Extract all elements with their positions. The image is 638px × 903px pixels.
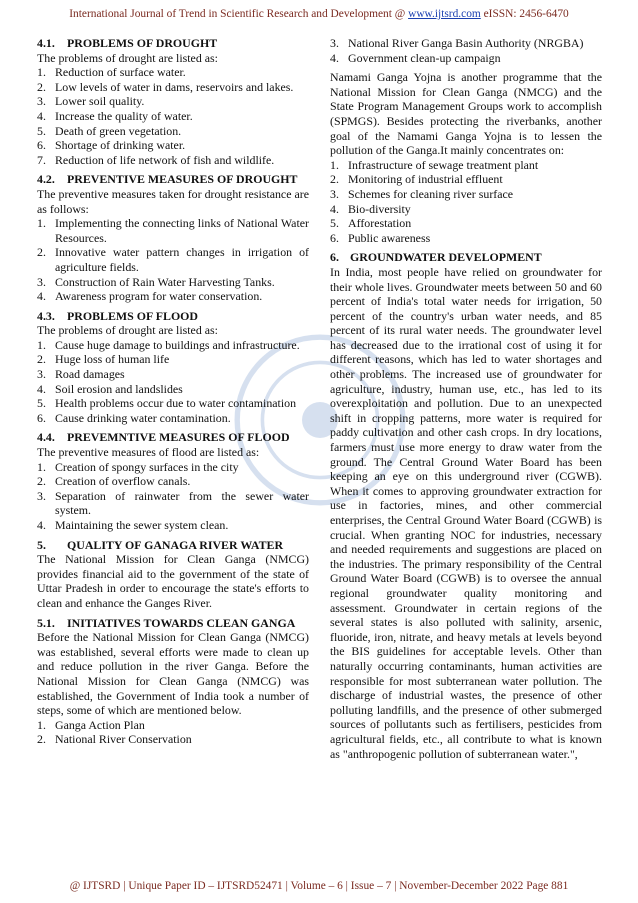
list-item: 5. Health problems occur due to water contamination — [37, 396, 297, 411]
list-item: 3. National River Ganga Basin Authority (NRGBA) — [330, 36, 584, 50]
section-heading: 5.1. INITIATIVES TOWARDS CLEAN GANGA — [37, 615, 296, 630]
journal-link[interactable]: www.ijtsrd.com — [408, 8, 481, 20]
flood-problems-list — [37, 338, 309, 426]
list-item: 4. Bio-diversity — [330, 201, 411, 216]
list-item: 3. Separation of rainwater from the sewer water system. — [37, 488, 309, 518]
section-heading: 5. QUALITY OF GANAGA RIVER WATER — [37, 537, 284, 552]
list-item: 3. Lower soil quality. — [37, 94, 145, 109]
initiatives-list — [37, 718, 309, 747]
list-item: 7. Reduction of life network of fish and wildlife. — [37, 152, 275, 167]
list-item: 4. Soil erosion and landslides — [37, 381, 183, 396]
list-item: 3. Construction of Rain Water Harvesting Tanks. — [37, 274, 275, 289]
list-item: 1. Cause huge damage to buildings and infrastructure. — [37, 337, 300, 352]
list-item: 2. Huge loss of human life — [37, 352, 170, 367]
list-item: 4. Maintaining the sewer system clean. — [37, 518, 229, 532]
list-item: 2. Low levels of water in dams, reservoirs and lakes. — [37, 79, 294, 94]
list-item: 1. Implementing the connecting links of National Water Resources. — [37, 216, 309, 245]
section-body: The National Mission for Clean Ganga (NMCG) provides financial aid to the government of the state of Uttar Pradesh in order to encourage the state's efforts to clean and enhance the Ganges River. — [37, 552, 309, 610]
namami-ganga-paragraph: Namami Ganga Yojna is another programme that the National Mission for Clean Ganga (NMCG) and the State Program Management Groups work to accomplish (SPMGS). Besides protecting the riverbanks, another goal of the Namami Ganga Yojna is to lessen the pollution of the Ganga.It mainly concentrates on: — [330, 70, 602, 158]
list-item: 1. Ganga Action Plan — [37, 717, 145, 732]
list-item: 1. Reduction of surface water. — [37, 65, 186, 80]
list-item: 2. Creation of overflow canals. — [37, 474, 191, 489]
initiatives-list-continued — [330, 36, 602, 65]
list-item: 1. Infrastructure of sewage treatment plant — [330, 157, 539, 172]
drought-prevention-list — [37, 216, 309, 304]
journal-header: International Journal of Trend in Scientific Research and Development @ www.ijtsrd.com eISSN: 2456-6470 — [69, 8, 569, 20]
section-intro: The problems of drought are listed as: — [37, 323, 218, 338]
section-intro: The preventive measures taken for drought resistance are as follows: — [37, 186, 309, 216]
section-heading: 4.4. PREVEMNTIVE MEASURES OF FLOOD — [37, 430, 290, 445]
section-heading: 4.1. PROBLEMS OF DROUGHT — [37, 36, 218, 50]
section-body: In India, most people have relied on groundwater for their whole lives. Groundwater meets between 50 and 60 percent of India's total water needs for irrigation, 50 percent of the country's urban water needs, and 85 percent of its rural water needs. The groundwater level has decreased due to the irrational cost of using it for different reasons, which has led to water shortages and other problems. The increased use of groundwater for agriculture, industry, human use, etc., has led to its overexploitation and pollution. Due to an unexpected shift in cropping patterns, more water is required for paddy cultivation and other cash crops. In dry locations, farmers must use more energy to draw water from the ground. The Central Ground Water Board has been keeping an eye on this underground river (CGWB). When it comes to approving groundwater extraction for use in factories, mines, and other commercial enterprises, the Central Ground Water Board (CGWB) is crucial. When granting NOC for industries, necessary and needed requirements and suggestions are placed on the industries. The primary responsibility of the Central Ground Water Board (CGWB) is to oversee the annual regional groundwater quality monitoring and assessment. Groundwater in certain regions of the several states is also polluted with salinity, arsenic, fluoride, iron, nitrate, and heavy metals at levels beyond the BIS guidelines for acceptable levels. Other than naturally occurring contaminants, human activities are responsible for most subterranean water pollution. The discharge of industrial wastes, the presence of other polluting landfills, and the presence of other submerged sources of pollutants such as fertilisers, pesticides from agricultural fields, etc., all contribute to what is known as "anthropogenic pollution of subterranean water.", — [330, 264, 602, 761]
right-column — [330, 36, 602, 761]
namami-focus-list — [330, 158, 602, 246]
list-item: 5. Death of green vegetation. — [37, 123, 182, 138]
list-item: 4. Increase the quality of water. — [37, 108, 193, 123]
list-item: 1. Creation of spongy surfaces in the city — [37, 459, 239, 474]
list-item: 4. Awareness program for water conservation. — [37, 289, 263, 304]
page-footer: @ IJTSRD | Unique Paper ID – IJTSRD52471 | Volume – 6 | Issue – 7 | November-December 2022 Page 881 — [69, 880, 569, 892]
drought-problems-list — [37, 65, 309, 167]
section-intro: The preventive measures of flood are listed as: — [37, 445, 260, 460]
list-item: 2. Monitoring of industrial effluent — [330, 172, 503, 187]
section-heading: 4.3. PROBLEMS OF FLOOD — [37, 308, 199, 323]
list-item: 5. Afforestation — [330, 216, 412, 231]
list-item: 6. Cause drinking water contamination. — [37, 410, 231, 425]
list-item: 2. Innovative water pattern changes in irrigation of agriculture fields. — [37, 245, 309, 274]
section-heading: 4.2. PREVENTIVE MEASURES OF DROUGHT — [37, 172, 298, 187]
flood-prevention-list — [37, 460, 309, 533]
list-item: 3. Road damages — [37, 367, 125, 382]
left-column — [37, 36, 309, 747]
list-item: 6. Public awareness — [330, 230, 431, 245]
list-item: 6. Shortage of drinking water. — [37, 138, 186, 153]
list-item: 4. Government clean-up campaign — [330, 50, 501, 65]
list-item: 2. National River Conservation — [37, 732, 192, 747]
list-item: 3. Schemes for cleaning river surface — [330, 186, 514, 201]
section-intro: The problems of drought are listed as: — [37, 50, 218, 65]
section-body: Before the National Mission for Clean Ganga (NMCG) was established, several efforts were made to clean up and reduce pollution in the river Ganga. Before the National Mission for Clean Ganga (NMCG) was established, the Government of India took a number of steps, some of which are mentioned below. — [37, 630, 309, 718]
section-heading: 6. GROUNDWATER DEVELOPMENT — [330, 250, 542, 265]
